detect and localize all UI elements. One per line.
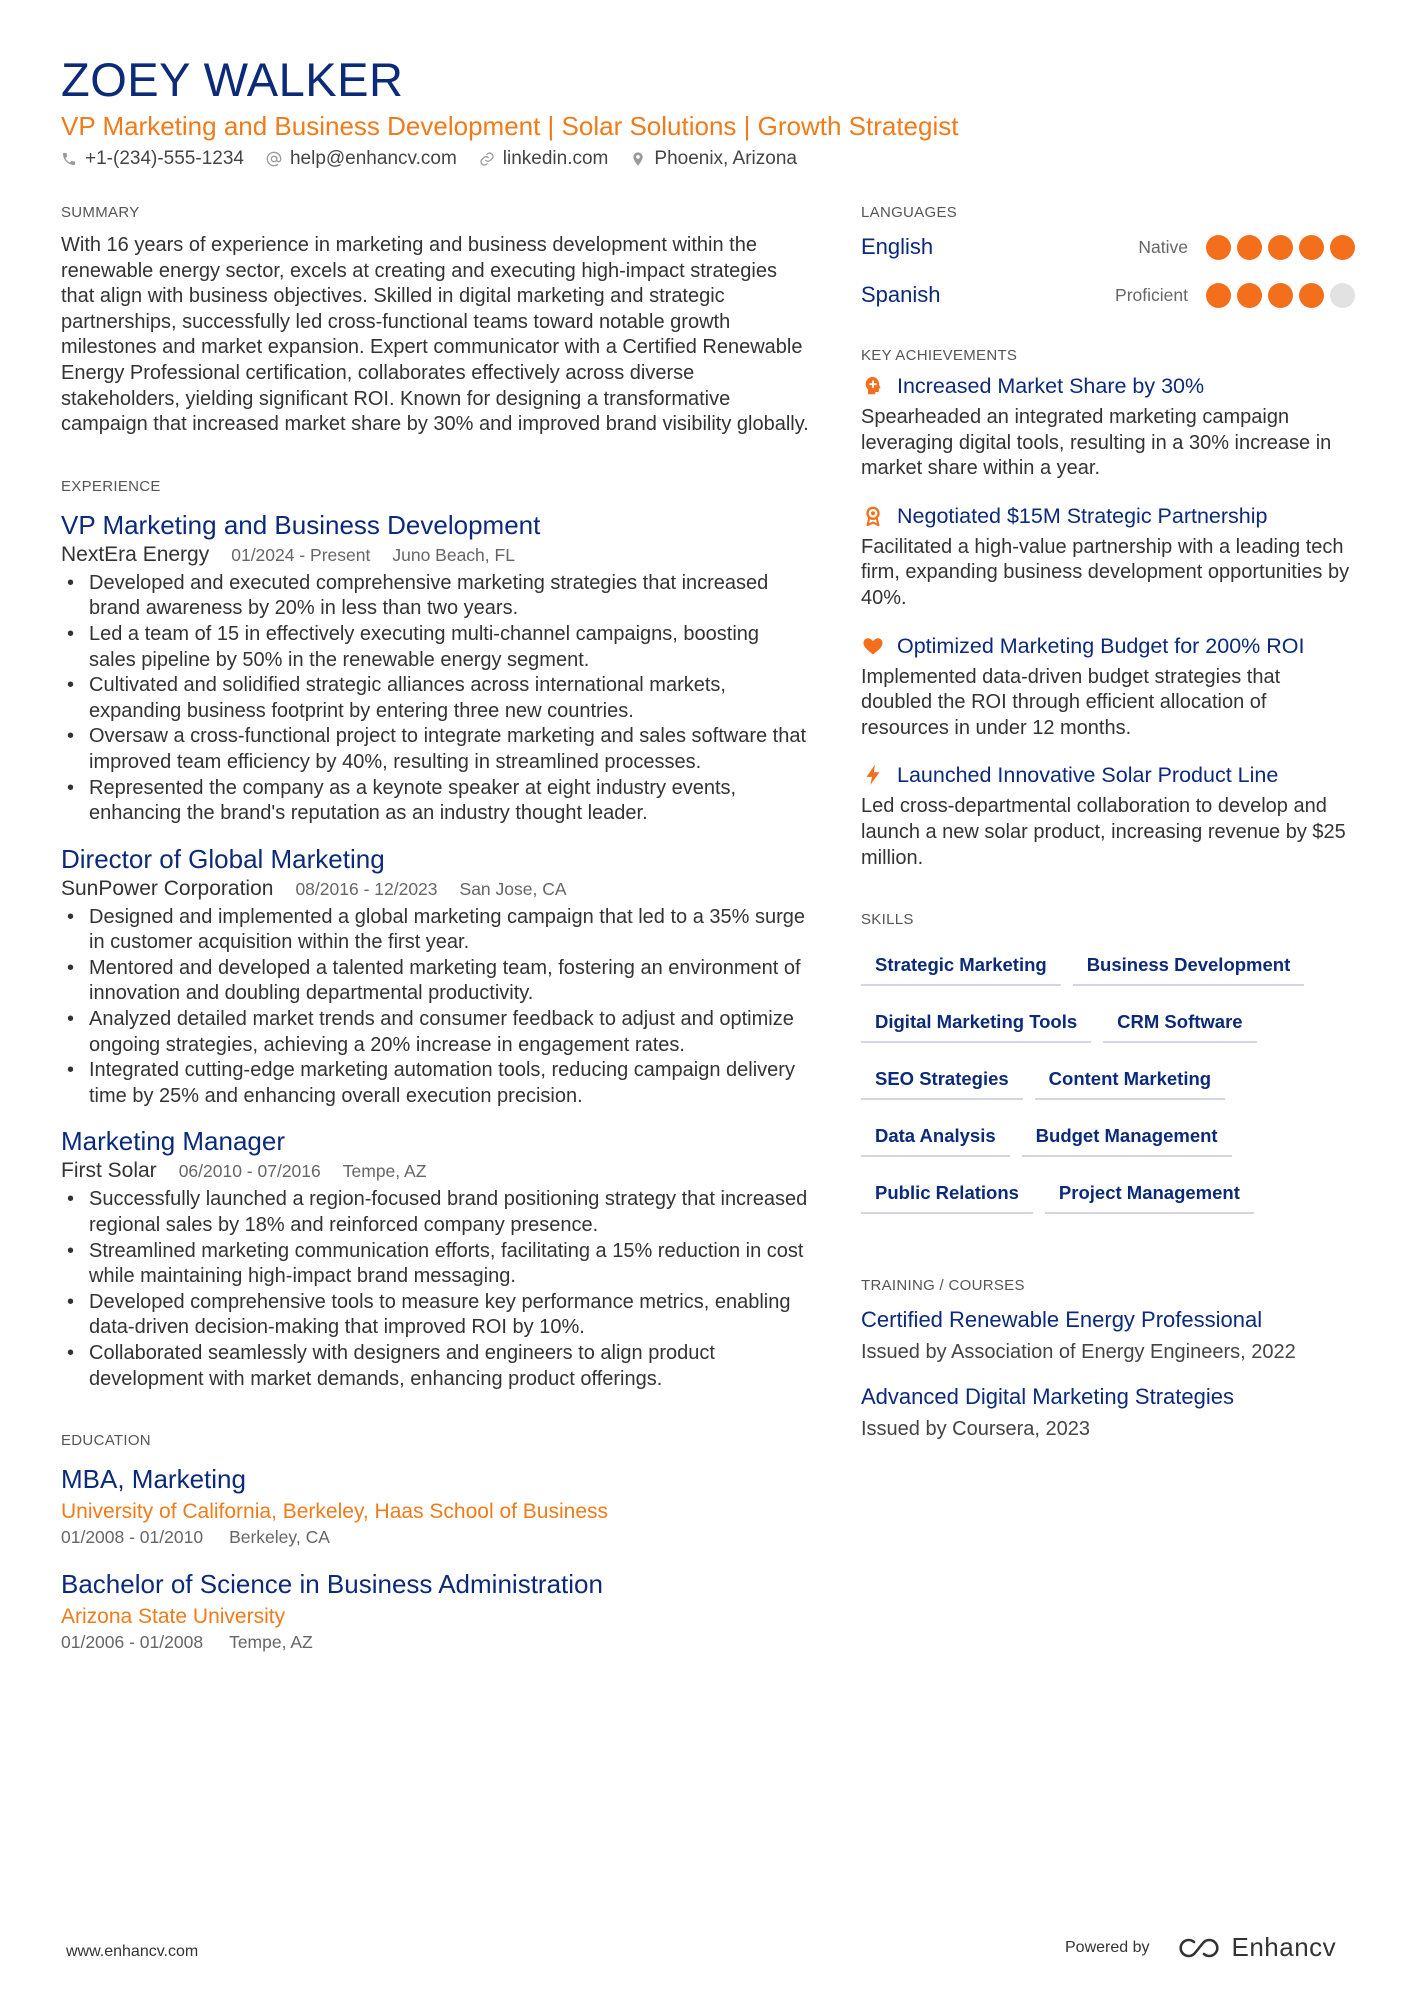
education-entry xyxy=(61,1568,811,1653)
job-bullets xyxy=(61,905,811,1110)
job-bullets xyxy=(61,1187,811,1392)
contact-bar xyxy=(61,147,797,171)
language-name: English xyxy=(861,234,934,259)
achievement-description: Implemented data-driven budget strategies that doubled the ROI through efficient allocation of resources in under 12 months. xyxy=(861,665,1281,739)
footer-branding xyxy=(1065,1932,1336,1963)
job-location: Tempe, AZ xyxy=(342,1161,427,1182)
job-bullet: • Collaborated seamlessly with designers and engineers to align product development with market demands, enhancing product offerings. xyxy=(61,1341,811,1392)
contact-email-text[interactable]: help@enhancv.com xyxy=(289,148,457,169)
contact-phone xyxy=(61,147,244,171)
job-bullet: • Cultivated and solidified strategic alliances across international markets, expanding business footprint by entering three new countries. xyxy=(61,673,811,724)
language-row xyxy=(861,271,1355,319)
rating-dot-filled xyxy=(1206,235,1231,260)
job-dates: 06/2010 - 07/2016 xyxy=(178,1161,321,1182)
skill-tag: SEO Strategies xyxy=(861,1056,1023,1100)
job-location: Juno Beach, FL xyxy=(392,544,515,565)
contact-location-text: Phoenix, Arizona xyxy=(654,148,797,169)
lightning-bolt-icon xyxy=(861,763,885,787)
rating-dot-filled xyxy=(1237,235,1262,260)
enhancv-logo[interactable] xyxy=(1176,1932,1337,1963)
language-level: Proficient xyxy=(1115,284,1188,305)
achievement-item xyxy=(861,632,1355,742)
job-title: Director of Global Marketing xyxy=(61,843,385,874)
achievement-description: Facilitated a high-value partnership with a leading tech firm, expanding business development opportunities by 40%. xyxy=(861,535,1350,609)
skills-list xyxy=(861,942,1355,1227)
skills-heading: SKILLS xyxy=(861,911,914,929)
education-degree: Bachelor of Science in Business Administration xyxy=(61,1569,603,1600)
language-rating xyxy=(1206,283,1355,308)
job-entry xyxy=(61,1125,811,1392)
enhancv-logo-icon xyxy=(1176,1936,1222,1960)
job-bullets xyxy=(61,571,811,827)
achievement-title: Launched Innovative Solar Product Line xyxy=(897,763,1279,788)
job-dates: 01/2024 - Present xyxy=(231,544,371,565)
job-bullet: • Mentored and developed a talented marketing team, fostering an environment of innovation and doubling departmental productivity. xyxy=(61,956,811,1007)
heart-icon xyxy=(861,634,885,658)
education-meta xyxy=(61,1632,811,1653)
at-icon xyxy=(266,151,282,167)
contact-email[interactable] xyxy=(266,147,457,171)
contact-location xyxy=(630,147,797,171)
education-entry xyxy=(61,1463,811,1548)
job-bullet: • Designed and implemented a global marketing campaign that led to a 35% surge in customer acquisition within the first year. xyxy=(61,905,811,956)
course-entry xyxy=(861,1306,1355,1365)
job-meta xyxy=(61,877,811,901)
job-meta xyxy=(61,1159,811,1183)
skill-tag: Strategic Marketing xyxy=(861,942,1061,986)
contact-phone-text: +1-(234)-555-1234 xyxy=(85,148,244,169)
education-dates: 01/2006 - 01/2008 xyxy=(61,1632,204,1653)
achievements-section xyxy=(861,347,1355,871)
achievement-title-row xyxy=(861,372,1355,400)
job-bullet: • Streamlined marketing communication efforts, facilitating a 15% reduction in cost while maintaining high-impact brand messaging. xyxy=(61,1239,811,1290)
job-meta xyxy=(61,543,811,567)
education-meta xyxy=(61,1527,811,1548)
achievement-description: Led cross-departmental collaboration to develop and launch a new solar product, increasing revenue by $25 million. xyxy=(861,795,1346,869)
job-dates: 08/2016 - 12/2023 xyxy=(295,878,438,899)
job-entry xyxy=(61,843,811,1110)
contact-linkedin-text[interactable]: linkedin.com xyxy=(502,148,609,169)
job-bullet: • Developed and executed comprehensive marketing strategies that increased brand awareness by 20% in less than two years. xyxy=(61,571,811,622)
course-issuer: Issued by Association of Energy Engineers, 2022 xyxy=(861,1341,1296,1364)
left-column xyxy=(61,204,811,1653)
education-school: Arizona State University xyxy=(61,1605,286,1629)
course-issuer: Issued by Coursera, 2023 xyxy=(861,1418,1091,1441)
job-title: Marketing Manager xyxy=(61,1126,285,1157)
rating-dot-filled xyxy=(1206,283,1231,308)
job-bullet: • Represented the company as a keynote speaker at eight industry events, enhancing the brand's reputation as an industry thought leader. xyxy=(61,776,811,827)
education-location: Berkeley, CA xyxy=(229,1527,330,1548)
education-dates: 01/2008 - 01/2010 xyxy=(61,1527,204,1548)
languages-heading: LANGUAGES xyxy=(861,204,958,221)
rating-dot-filled xyxy=(1268,235,1293,260)
language-rating xyxy=(1206,235,1355,260)
rating-dot-filled xyxy=(1268,283,1293,308)
experience-heading: EXPERIENCE xyxy=(61,477,161,495)
job-company: NextEra Energy xyxy=(61,542,210,566)
training-section xyxy=(861,1277,1355,1442)
award-ribbon-icon xyxy=(861,504,885,528)
job-entry xyxy=(61,509,811,827)
skill-tag: Content Marketing xyxy=(1035,1056,1225,1100)
location-pin-icon xyxy=(630,151,646,167)
footer-website[interactable]: www.enhancv.com xyxy=(66,1943,199,1960)
skill-tag: Data Analysis xyxy=(861,1113,1010,1157)
job-bullet: • Led a team of 15 in effectively executing multi-channel campaigns, boosting sales pipeline by 50% in the renewable energy segment. xyxy=(61,622,811,673)
phone-icon xyxy=(61,151,77,167)
rating-dot-filled xyxy=(1237,283,1262,308)
language-name: Spanish xyxy=(861,282,941,307)
skill-tag: Public Relations xyxy=(861,1170,1033,1214)
head-lightbulb-icon xyxy=(861,374,885,398)
skill-tag: Business Development xyxy=(1073,942,1305,986)
achievement-item xyxy=(861,761,1355,871)
achievement-title: Negotiated $15M Strategic Partnership xyxy=(897,503,1268,528)
education-location: Tempe, AZ xyxy=(229,1632,313,1653)
achievement-title: Increased Market Share by 30% xyxy=(897,374,1205,398)
skill-tag: Project Management xyxy=(1045,1170,1254,1214)
contact-linkedin[interactable] xyxy=(479,147,609,171)
education-degree: MBA, Marketing xyxy=(61,1464,246,1495)
job-company: First Solar xyxy=(61,1159,157,1183)
skill-tag: Budget Management xyxy=(1022,1113,1232,1157)
achievements-heading: KEY ACHIEVEMENTS xyxy=(861,347,1018,364)
rating-dot-filled xyxy=(1330,235,1355,260)
job-bullet: • Developed comprehensive tools to measure key performance metrics, enabling data-driven decision-making that improved ROI by 10%. xyxy=(61,1290,811,1341)
rating-dot-empty xyxy=(1330,283,1355,308)
achievement-title-row xyxy=(861,632,1355,660)
education-section xyxy=(61,1432,811,1653)
candidate-name: ZOEY WALKER xyxy=(61,53,404,106)
achievement-description: Spearheaded an integrated marketing campaign leveraging digital tools, resulting in a 30% increase in market share within a year. xyxy=(861,406,1332,480)
skill-tag: Digital Marketing Tools xyxy=(861,999,1091,1043)
achievement-title-row xyxy=(861,761,1355,789)
powered-by-text: Powered by xyxy=(1065,1938,1150,1956)
summary-text: With 16 years of experience in marketing and business development within the renewable energy sector, excels at creating and executing high-impact strategies that align with business objectives. Skilled in digital marketing and strategic partnerships, successfully led cross-functional teams toward notable growth milestones and market expansion. Expert communicator with a Certified Renewable Energy Professional certification, collaborates effectively across diverse stakeholders, yielding significant ROI. Known for designing a transformative campaign that increased market share by 30% and improved brand visibility globally. xyxy=(61,234,809,436)
job-bullet: • Oversaw a cross-functional project to integrate marketing and sales software that improved team efficiency by 40%, resulting in streamlined processes. xyxy=(61,724,811,775)
job-bullet: • Successfully launched a region-focused brand positioning strategy that increased regional sales by 18% and reinforced company presence. xyxy=(61,1187,811,1238)
rating-dot-filled xyxy=(1299,283,1324,308)
languages-section xyxy=(861,204,1355,319)
achievement-title: Optimized Marketing Budget for 200% ROI xyxy=(897,633,1305,658)
job-title: VP Marketing and Business Development xyxy=(61,509,541,540)
skill-tag: CRM Software xyxy=(1103,999,1256,1043)
job-bullet: • Analyzed detailed market trends and consumer feedback to adjust and optimize ongoing strategies, achieving a 20% increase in engagement rates. xyxy=(61,1007,811,1058)
achievement-item xyxy=(861,502,1355,612)
job-bullet: • Integrated cutting-edge marketing automation tools, reducing campaign delivery time by 25% and enhancing overall execution precision. xyxy=(61,1058,811,1109)
language-row xyxy=(861,223,1355,271)
course-title: Advanced Digital Marketing Strategies xyxy=(861,1384,1234,1410)
rating-dot-filled xyxy=(1299,235,1324,260)
candidate-subtitle: VP Marketing and Business Development | Solar Solutions | Growth Strategist xyxy=(61,111,959,141)
skills-section xyxy=(861,911,1355,1227)
link-icon xyxy=(479,151,495,167)
language-level: Native xyxy=(1138,236,1188,257)
job-company: SunPower Corporation xyxy=(61,876,274,900)
education-heading: EDUCATION xyxy=(61,1432,151,1450)
training-heading: TRAINING / COURSES xyxy=(861,1277,1025,1295)
education-school: University of California, Berkeley, Haas School of Business xyxy=(61,1500,609,1524)
achievement-item xyxy=(861,372,1355,482)
experience-section xyxy=(61,478,811,1392)
right-column xyxy=(861,204,1355,1442)
job-location: San Jose, CA xyxy=(459,878,567,899)
course-entry xyxy=(861,1383,1355,1442)
brand-name: Enhancv xyxy=(1231,1932,1337,1962)
course-title: Certified Renewable Energy Professional xyxy=(861,1307,1263,1333)
summary-heading: SUMMARY xyxy=(61,204,140,221)
summary-section xyxy=(61,204,811,438)
achievement-title-row xyxy=(861,502,1355,530)
